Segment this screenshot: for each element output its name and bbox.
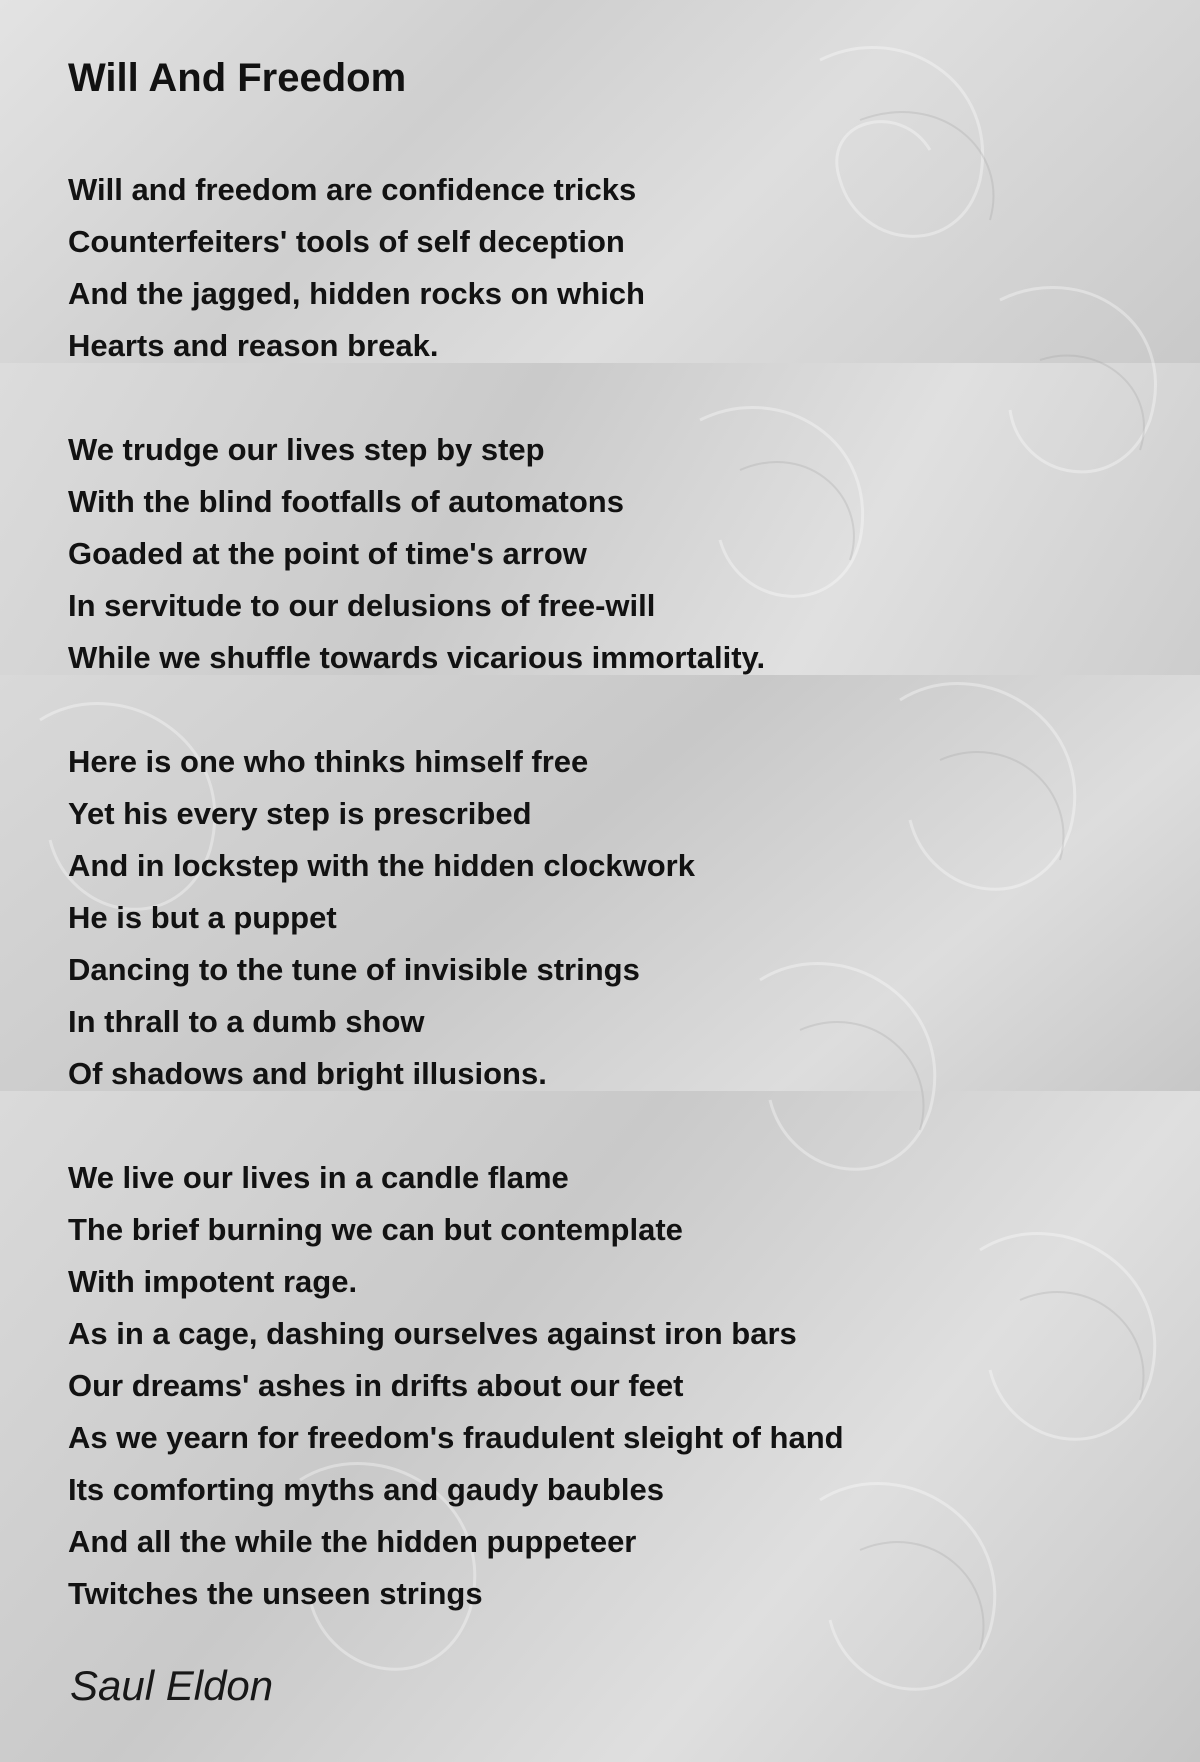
poem-line: As we yearn for freedom's fraudulent sleight of hand <box>68 1420 844 1455</box>
poem-line: Will and freedom are confidence tricks <box>68 172 637 207</box>
poem-line: And in lockstep with the hidden clockwork <box>68 848 695 883</box>
poem-line: Of shadows and bright illusions. <box>68 1056 547 1091</box>
poem-line: And all the while the hidden puppeteer <box>68 1524 637 1559</box>
poem-line: And the jagged, hidden rocks on which <box>68 276 645 311</box>
poem-line: Here is one who thinks himself free <box>68 744 589 779</box>
poem-line: In thrall to a dumb show <box>68 1004 425 1039</box>
poem-line: While we shuffle towards vicarious immortality. <box>68 640 766 675</box>
poem-container <box>68 48 1148 1672</box>
poem-line: Yet his every step is prescribed <box>68 796 532 831</box>
poem-line: Twitches the unseen strings <box>68 1576 483 1611</box>
poem-author: Saul Eldon <box>70 1662 274 1709</box>
poem-line: Hearts and reason break. <box>68 328 439 363</box>
poem-line: Our dreams' ashes in drifts about our feet <box>68 1368 684 1403</box>
poem-line: We trudge our lives step by step <box>68 432 545 467</box>
poem-line: We live our lives in a candle flame <box>68 1160 569 1195</box>
poem-body <box>68 164 1148 1620</box>
poem-line: The brief burning we can but contemplate <box>68 1212 683 1247</box>
poem-title: Will And Freedom <box>68 56 407 100</box>
poem-line: In servitude to our delusions of free-will <box>68 588 656 623</box>
poem-line: With the blind footfalls of automatons <box>68 484 624 519</box>
poem-line: Its comforting myths and gaudy baubles <box>68 1472 664 1507</box>
poem-line: Dancing to the tune of invisible strings <box>68 952 640 987</box>
poem-stanza <box>68 1152 1148 1620</box>
poem-line: Goaded at the point of time's arrow <box>68 536 587 571</box>
poem-stanza <box>68 424 1148 684</box>
poem-line: He is but a puppet <box>68 900 337 935</box>
poem-line: With impotent rage. <box>68 1264 358 1299</box>
poem-line: As in a cage, dashing ourselves against iron bars <box>68 1316 797 1351</box>
poem-stanza <box>68 164 1148 372</box>
poem-line: Counterfeiters' tools of self deception <box>68 224 625 259</box>
poem-stanza <box>68 736 1148 1100</box>
